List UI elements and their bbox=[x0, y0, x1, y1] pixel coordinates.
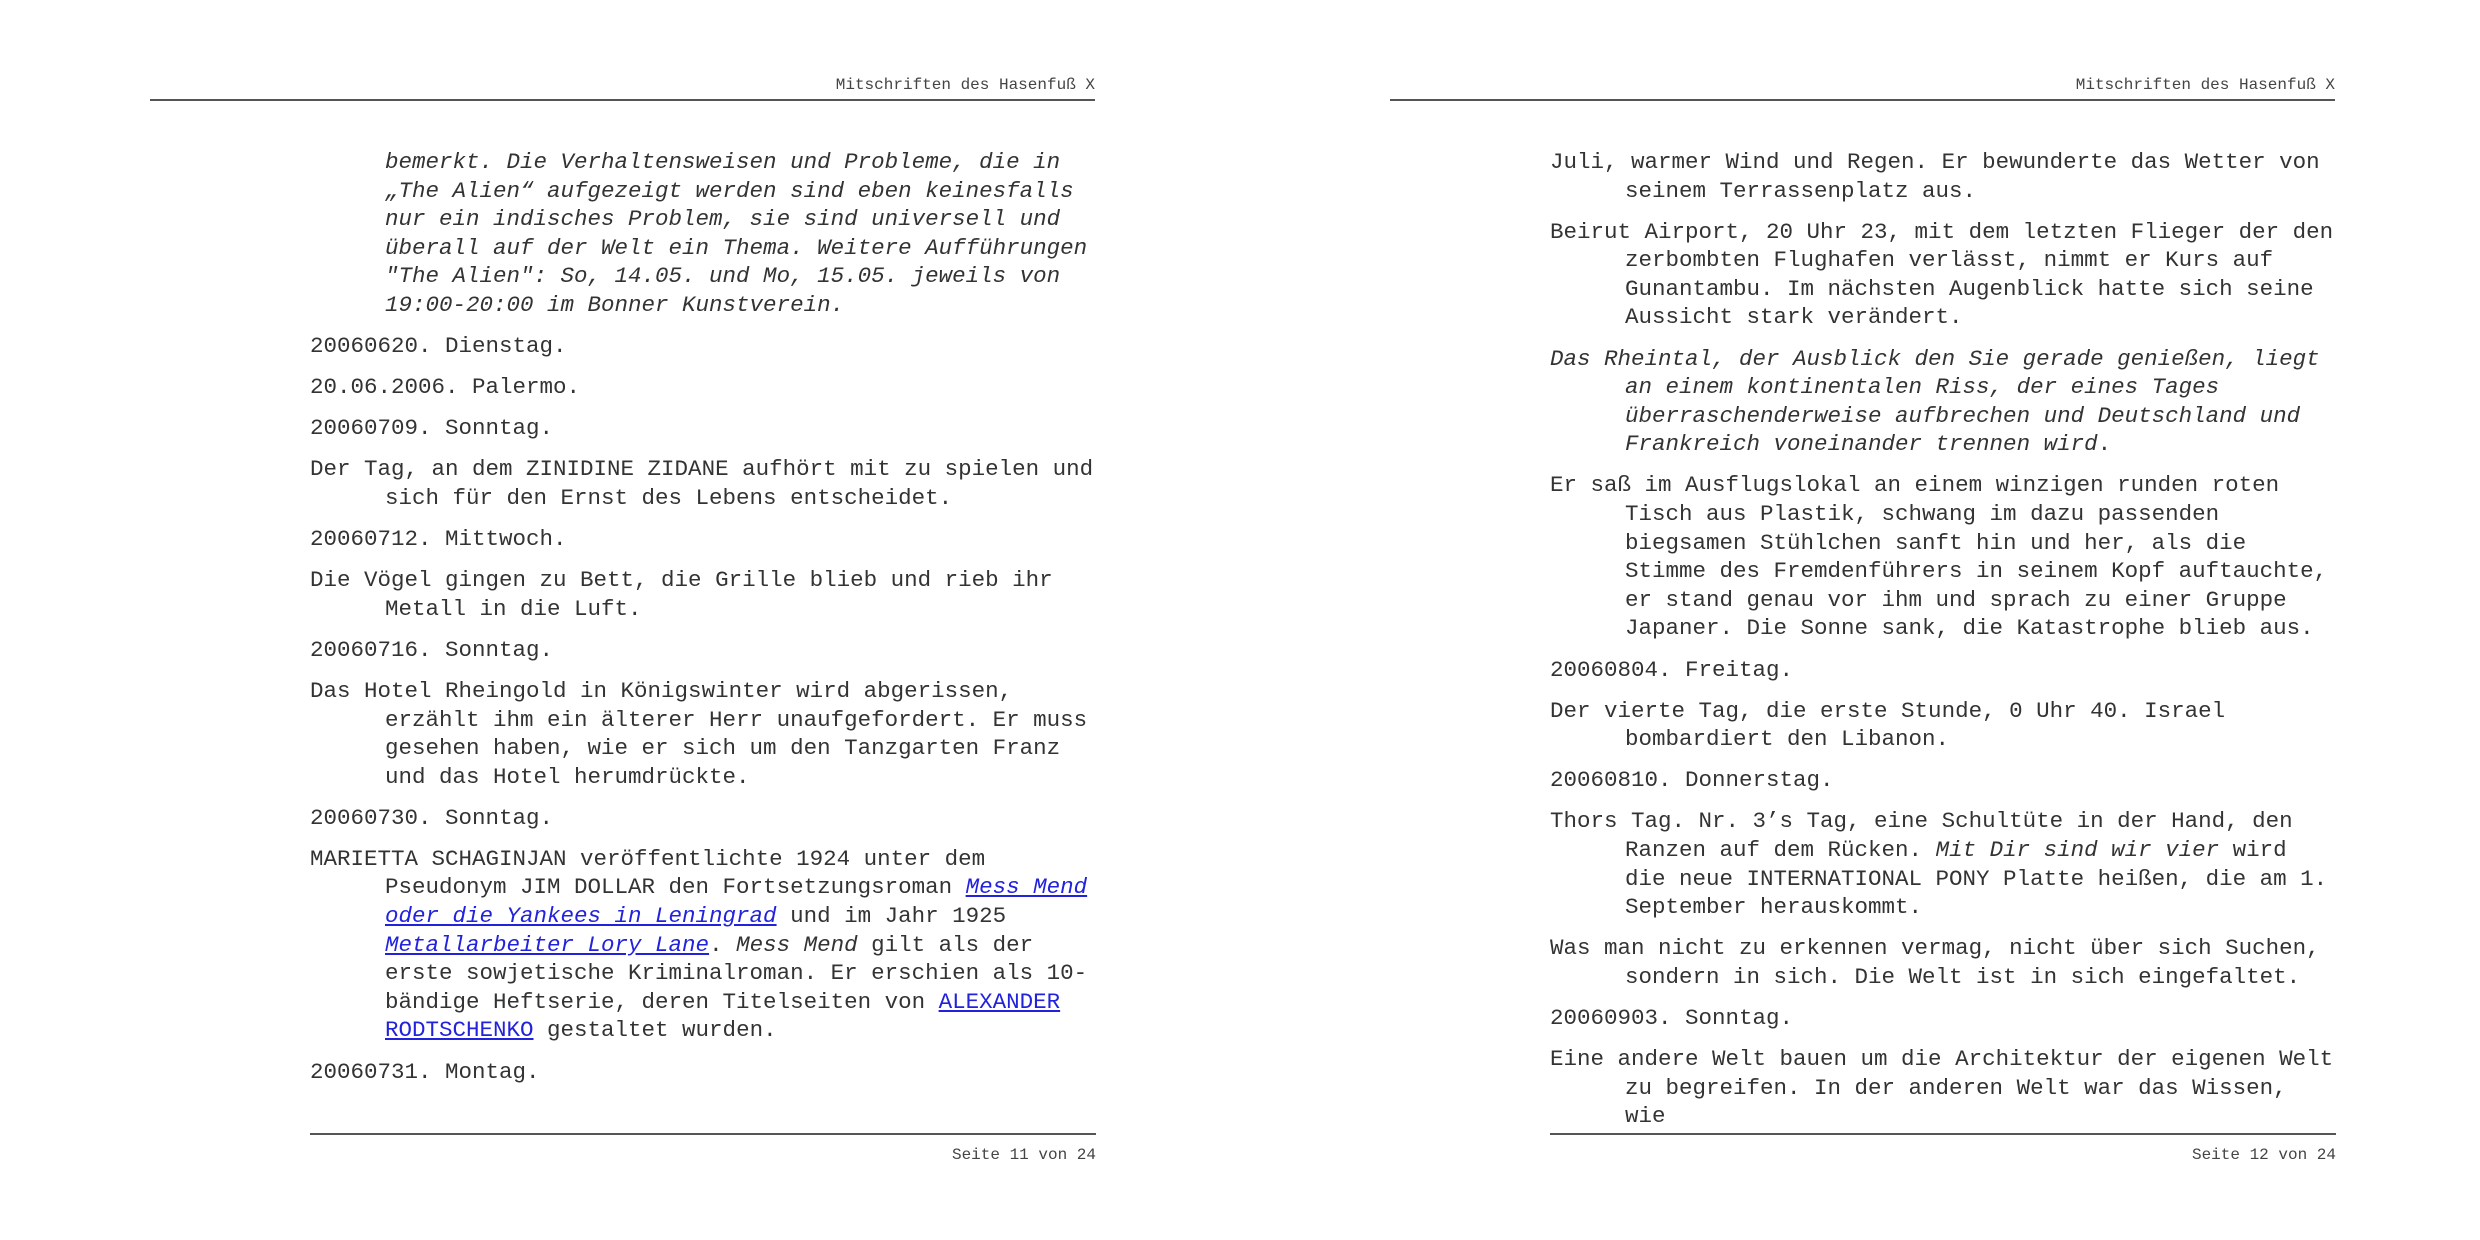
paragraph: Was man nicht zu erkennen vermag, nicht über sich Suchen, sondern in sich. Die Welt ist in sich eingefaltet. bbox=[1550, 935, 2320, 990]
paragraph: Beirut Airport, 20 Uhr 23, mit dem letzten Flieger der den zerbombten Flughafen verlässt, nimmt er Kurs auf Gunantambu. Im nächsten Augenblick hatte sich seine Aussicht stark verändert. bbox=[1550, 218, 2334, 331]
text-span: gilt als der erste sowjetische Kriminalroman. Er erschien als 10-bändige Heftserie, deren Titelseiten von bbox=[385, 931, 1088, 1015]
footer-rule bbox=[310, 1133, 1096, 1135]
page-header: Mitschriften des Hasenfuß X bbox=[2075, 76, 2335, 94]
date-entry: 20060804. Freitag. bbox=[1550, 656, 1794, 683]
text-span-italic: Mit Dir sind wir vier bbox=[1935, 836, 2220, 863]
text-span: gestaltet wurden. bbox=[533, 1017, 777, 1044]
text-span: und im Jahr 1925 bbox=[776, 903, 1007, 930]
link-metallarbeiter[interactable]: Metallarbeiter Lory Lane bbox=[385, 931, 710, 958]
text-span-italic: Mess Mend bbox=[736, 931, 858, 958]
text-span: wird die neue INTERNATIONAL PONY Platte heißen, die am 1. September herauskommt. bbox=[1625, 836, 2328, 921]
paragraph: Der vierte Tag, die erste Stunde, 0 Uhr 40. Israel bombardiert den Libanon. bbox=[1550, 697, 2226, 753]
paragraph bbox=[1550, 345, 2340, 459]
paragraph bbox=[310, 845, 1100, 1045]
text-span: MARIETTA SCHAGINJAN veröffentlichte 1924 unter dem Pseudonym JIM DOLLAR den Fortsetzungsroman bbox=[310, 845, 986, 901]
page-body bbox=[1550, 148, 2340, 1143]
paragraph: 20.06.2006. Palermo. bbox=[310, 374, 581, 401]
paragraph: Juli, warmer Wind und Regen. Er bewunderte das Wetter von seinem Terrassenplatz aus. bbox=[1550, 149, 2320, 204]
paragraph: Der Tag, an dem ZINIDINE ZIDANE aufhört mit zu spielen und sich für den Ernst des Lebens entscheidet. bbox=[310, 456, 1094, 511]
text-span: . bbox=[2097, 431, 2112, 458]
date-entry: 20060709. Sonntag. bbox=[310, 415, 554, 442]
text-span: . bbox=[709, 931, 737, 958]
date-entry: 20060810. Donnerstag. bbox=[1550, 767, 1834, 794]
paragraph: Eine andere Welt bauen um die Architektur der eigenen Welt zu begreifen. In der anderen Welt war das Wissen, wie bbox=[1550, 1046, 2334, 1130]
paragraph: Er saß im Ausflugslokal an einem winzigen runden roten Tisch aus Plastik, schwang im dazu passenden biegsamen Stühlchen sanft hin und her, als die Stimme des Fremdenführers in seinem Kopf auftauchte, er stand genau vor ihm und sprach zu einer Gruppe Japaner. Die Sonne sank, die Katastrophe blieb aus. bbox=[1550, 472, 2328, 642]
text-span: Thors Tag. Nr. 3’s Tag, eine Schultüte in der Hand, den Ranzen auf dem Rücken. bbox=[1550, 808, 2293, 863]
paragraph: Das Hotel Rheingold in Königswinter wird abgerissen, erzählt ihm ein älterer Herr unaufgefordert. Er muss gesehen haben, wie er sich um den Tanzgarten Franz und das Hotel herumdrückte. bbox=[310, 677, 1088, 790]
link-rodtschenko[interactable]: ALEXANDER RODTSCHENKO bbox=[385, 988, 1061, 1044]
page-header: Mitschriften des Hasenfuß X bbox=[835, 76, 1095, 94]
paragraph: bemerkt. Die Verhaltensweisen und Probleme, die in „The Alien“ aufgezeigt werden sind eben keinesfalls nur ein indisches Problem, sie sind universell und überall auf der Welt ein Thema. Weitere Aufführungen "The Alien": So, 14.05. und Mo, 15.05. jeweils von 19:00-20:00 im Bonner Kunstverein. bbox=[385, 149, 1088, 318]
link-mess-mend[interactable]: Mess Mend oder die Yankees in Leningrad bbox=[385, 874, 1088, 930]
right-page bbox=[1240, 0, 2480, 1240]
date-entry: 20060712. Mittwoch. bbox=[310, 526, 567, 553]
date-entry: 20060730. Sonntag. bbox=[310, 804, 554, 831]
date-entry: 20060731. Montag. bbox=[310, 1058, 540, 1085]
header-rule bbox=[1390, 99, 2335, 101]
date-entry: 20060903. Sonntag. bbox=[1550, 1004, 1794, 1031]
date-entry: 20060716. Sonntag. bbox=[310, 636, 554, 663]
text-span-italic: Das Rheintal, der Ausblick den Sie gerade genießen, liegt an einem kontinentalen Riss, der eines Tages überraschenderweise aufbrechen und Deutschland und Frankreich voneinander trennen wird bbox=[1550, 345, 2320, 458]
paragraph bbox=[1550, 807, 2340, 921]
page-footer: Seite 11 von 24 bbox=[951, 1146, 1096, 1164]
date-entry: 20060620. Dienstag. bbox=[310, 333, 567, 360]
footer-rule bbox=[1550, 1133, 2336, 1135]
header-rule bbox=[150, 99, 1095, 101]
paragraph: Die Vögel gingen zu Bett, die Grille blieb und rieb ihr Metall in die Luft. bbox=[310, 567, 1053, 622]
page-footer: Seite 12 von 24 bbox=[2191, 1146, 2336, 1164]
page-body bbox=[310, 148, 1100, 1099]
